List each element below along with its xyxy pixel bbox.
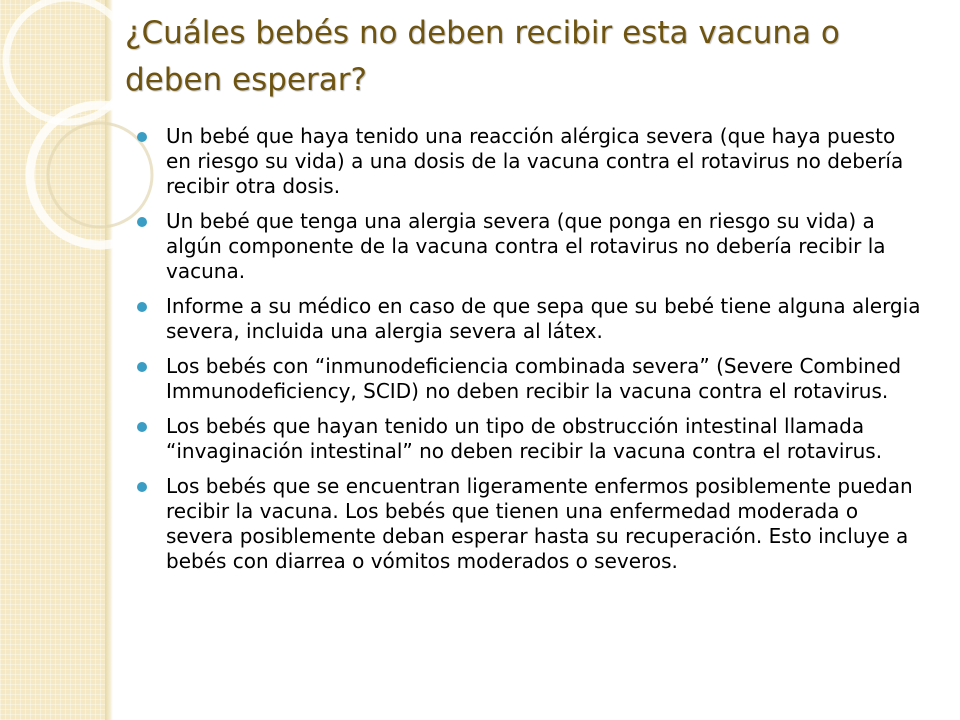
bullet-item — [166, 124, 926, 199]
bullet-text: Informe a su médico en caso de que sepa que su bebé tiene alguna alergia severa, incluida una alergia severa al látex. — [166, 294, 921, 343]
bullet-dot-icon — [137, 302, 147, 312]
bullet-text: Los bebés que hayan tenido un tipo de obstrucción intestinal llamada “invaginación intestinal” no deben recibir la vacuna contra el rotavirus. — [166, 414, 883, 463]
bullet-dot-icon — [137, 482, 147, 492]
bullet-text: Un bebé que tenga una alergia severa (que ponga en riesgo su vida) a algún componente de la vacuna contra el rotavirus no debería recibir la vacuna. — [166, 209, 886, 283]
bullet-dot-icon — [137, 132, 147, 142]
bullet-dot-icon — [137, 217, 147, 227]
slide-title: ¿Cuáles bebés no deben recibir esta vacuna o deben esperar? — [125, 15, 840, 98]
bullet-item — [166, 474, 926, 574]
bullet-text: Los bebés que se encuentran ligeramente enfermos posiblemente puedan recibir la vacuna. Los bebés que tienen una enfermedad moderada o severa posiblemente deban esperar hasta su recuperación. Esto incluye a bebés con diarrea o vómitos moderados o severos. — [166, 474, 913, 573]
bullet-item — [166, 354, 926, 404]
bullet-item — [166, 209, 926, 284]
bullet-text: Un bebé que haya tenido una reacción alérgica severa (que haya puesto en riesgo su vida) a una dosis de la vacuna contra el rotavirus no debería recibir otra dosis. — [166, 124, 904, 198]
bullet-item — [166, 414, 926, 464]
bullet-text: Los bebés con “inmunodeficiencia combinada severa” (Severe Combined Immunodeficiency, SCID) no deben recibir la vacuna contra el rotavirus. — [166, 354, 902, 403]
bullet-list — [166, 124, 926, 584]
bullet-dot-icon — [137, 422, 147, 432]
bullet-dot-icon — [137, 362, 147, 372]
bullet-item — [166, 294, 926, 344]
